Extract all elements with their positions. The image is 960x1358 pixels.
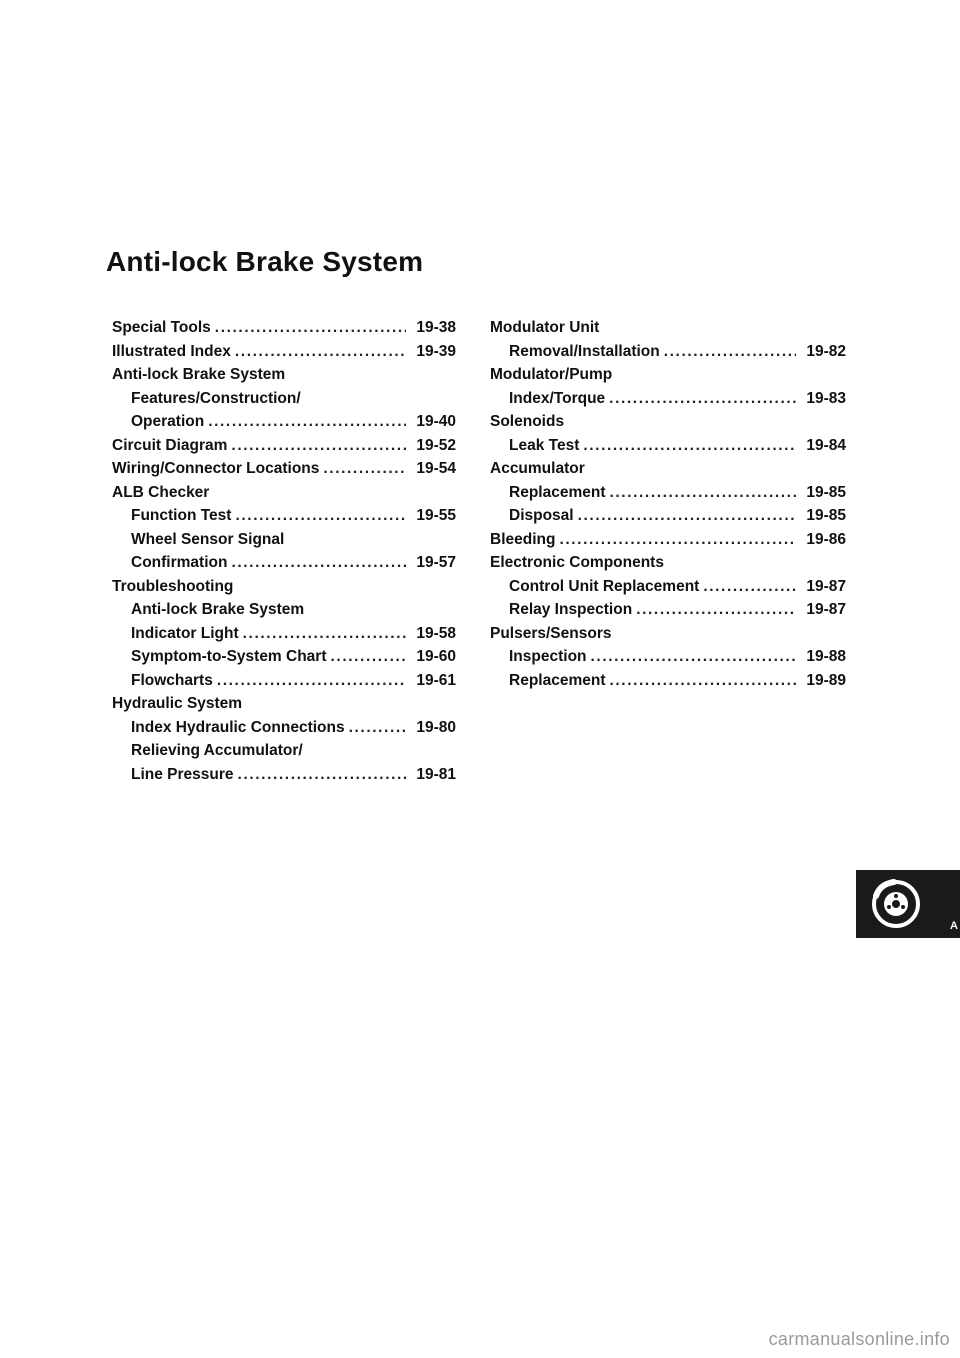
toc-entry-label: Pulsers/Sensors: [490, 624, 612, 642]
toc-entry: [112, 481, 456, 505]
toc-entry-page: 19-58: [416, 624, 456, 642]
toc-entry-label: Special Tools: [112, 319, 211, 336]
toc-entry: [112, 716, 456, 740]
dot-leader: [215, 316, 406, 340]
toc-entry-page: 19-85: [806, 483, 846, 501]
toc-entry-page: 19-86: [806, 530, 846, 548]
toc-entry: [112, 528, 456, 552]
toc-entry: [112, 457, 456, 481]
toc-entry-page: 19-39: [416, 342, 456, 360]
toc-entry-page: 19-88: [806, 648, 846, 665]
brake-disc-icon: [870, 878, 922, 930]
toc-entry-label: Hydraulic System: [112, 695, 243, 712]
dot-leader: [238, 763, 406, 787]
dot-leader: [331, 645, 407, 669]
toc-entry: [112, 645, 456, 669]
toc-entry: [490, 645, 846, 669]
dot-leader: [235, 504, 406, 528]
toc-entry: [112, 363, 456, 387]
page-title: Anti-lock Brake System: [106, 246, 424, 277]
toc-entry: [490, 598, 846, 622]
toc-entry: [112, 504, 456, 528]
toc-entry: [490, 622, 846, 646]
toc-entry-label: Wiring/Connector Locations: [112, 460, 320, 477]
dot-leader: [583, 434, 796, 458]
toc-entry: [490, 457, 846, 481]
toc-entry-page: 19-60: [416, 648, 456, 665]
dot-leader: [609, 669, 796, 693]
dot-leader: [609, 481, 796, 505]
toc-entry: [490, 316, 846, 340]
toc-entry: [112, 387, 456, 411]
toc-entry-label: Symptom-to-System Chart: [131, 648, 327, 665]
section-tab: [856, 870, 960, 938]
dot-leader: [664, 340, 796, 364]
toc-entry-page: 19-55: [416, 507, 456, 524]
toc-entry-label: Confirmation: [131, 554, 228, 571]
toc-entry-label: Solenoids: [490, 413, 565, 430]
toc-entry-label: Inspection: [509, 648, 587, 665]
footer-watermark: carmanualsonline.info: [768, 1329, 950, 1349]
dot-leader: [243, 622, 406, 646]
toc-entry-label: Relay Inspection: [509, 601, 633, 618]
toc-entry-label: Accumulator: [490, 460, 585, 477]
dot-leader: [591, 645, 796, 669]
toc-entry: [112, 692, 456, 716]
toc-entry-label: Anti-lock Brake System: [112, 366, 286, 383]
toc-entry-label: Removal/Installation: [509, 342, 660, 360]
toc-entry-label: Circuit Diagram: [112, 436, 228, 454]
toc-entry-page: 19-38: [416, 319, 456, 336]
toc-right-column: [490, 316, 846, 692]
toc-entry-label: Leak Test: [509, 436, 580, 454]
toc-entry: [112, 551, 456, 575]
toc-entry-label: Relieving Accumulator/: [131, 742, 303, 759]
toc-entry-page: 19-85: [806, 507, 846, 524]
toc-entry-page: 19-57: [416, 554, 456, 571]
dot-leader: [231, 434, 406, 458]
toc-entry: [490, 434, 846, 458]
toc-entry-page: 19-61: [416, 671, 456, 689]
toc-entry-page: 19-40: [416, 413, 456, 430]
toc-entry-label: Electronic Components: [490, 554, 664, 571]
toc-entry: [112, 598, 456, 622]
toc-entry-page: 19-81: [416, 765, 456, 783]
toc-entry: [112, 669, 456, 693]
toc-entry: [490, 340, 846, 364]
toc-entry-label: Index/Torque: [509, 389, 606, 407]
dot-leader: [231, 551, 406, 575]
toc-entry-page: 19-82: [806, 342, 846, 360]
toc-entry-page: 19-80: [416, 718, 456, 736]
toc-entry-page: 19-87: [806, 601, 846, 618]
toc-entry-label: Index Hydraulic Connections: [131, 718, 345, 736]
toc-entry-label: Anti-lock Brake System: [131, 601, 305, 618]
toc-entry-label: Control Unit Replacement: [509, 577, 700, 595]
toc-entry: [112, 410, 456, 434]
toc-entry-label: Replacement: [509, 671, 606, 689]
toc-entry-page: 19-84: [806, 436, 846, 454]
section-tab-letter: A: [950, 920, 958, 932]
toc-entry-page: 19-87: [806, 577, 846, 595]
toc-entry-label: ALB Checker: [112, 483, 210, 501]
toc-entry-page: 19-52: [416, 436, 456, 454]
toc-entry-label: Features/Construction/: [131, 389, 301, 407]
toc-entry: [490, 387, 846, 411]
toc-entry: [112, 739, 456, 763]
toc-entry-label: Flowcharts: [131, 671, 213, 689]
dot-leader: [609, 387, 796, 411]
toc-entry-page: 19-83: [806, 389, 846, 407]
toc-entry: [112, 763, 456, 787]
toc-left-column: [112, 316, 456, 786]
dot-leader: [636, 598, 796, 622]
toc-entry: [112, 316, 456, 340]
toc-entry: [490, 551, 846, 575]
toc-entry: [112, 434, 456, 458]
toc-entry-label: Operation: [131, 413, 205, 430]
toc-entry-page: 19-89: [806, 671, 846, 689]
toc-entry: [490, 504, 846, 528]
toc-entry-label: Modulator Unit: [490, 319, 600, 336]
toc-entry: [112, 622, 456, 646]
toc-entry-label: Illustrated Index: [112, 342, 231, 360]
toc-entry-label: Bleeding: [490, 530, 556, 548]
dot-leader: [323, 457, 406, 481]
toc-entry: [112, 575, 456, 599]
dot-leader: [349, 716, 406, 740]
toc-entry: [490, 528, 846, 552]
dot-leader: [217, 669, 406, 693]
toc-entry-label: Replacement: [509, 483, 606, 501]
dot-leader: [703, 575, 796, 599]
toc-entry: [490, 669, 846, 693]
toc-entry-label: Function Test: [131, 507, 232, 524]
toc-entry-label: Indicator Light: [131, 624, 239, 642]
toc-entry: [490, 363, 846, 387]
toc-entry-page: 19-54: [416, 460, 456, 477]
toc-entry-label: Line Pressure: [131, 765, 234, 783]
toc-entry-label: Troubleshooting: [112, 577, 234, 595]
dot-leader: [578, 504, 796, 528]
toc-entry: [490, 575, 846, 599]
toc-entry-label: Modulator/Pump: [490, 366, 613, 383]
toc-entry: [490, 481, 846, 505]
dot-leader: [235, 340, 406, 364]
dot-leader: [559, 528, 796, 552]
toc-entry: [112, 340, 456, 364]
toc-entry-label: Wheel Sensor Signal: [131, 530, 285, 548]
dot-leader: [208, 410, 406, 434]
toc-entry-label: Disposal: [509, 507, 574, 524]
toc-entry: [490, 410, 846, 434]
